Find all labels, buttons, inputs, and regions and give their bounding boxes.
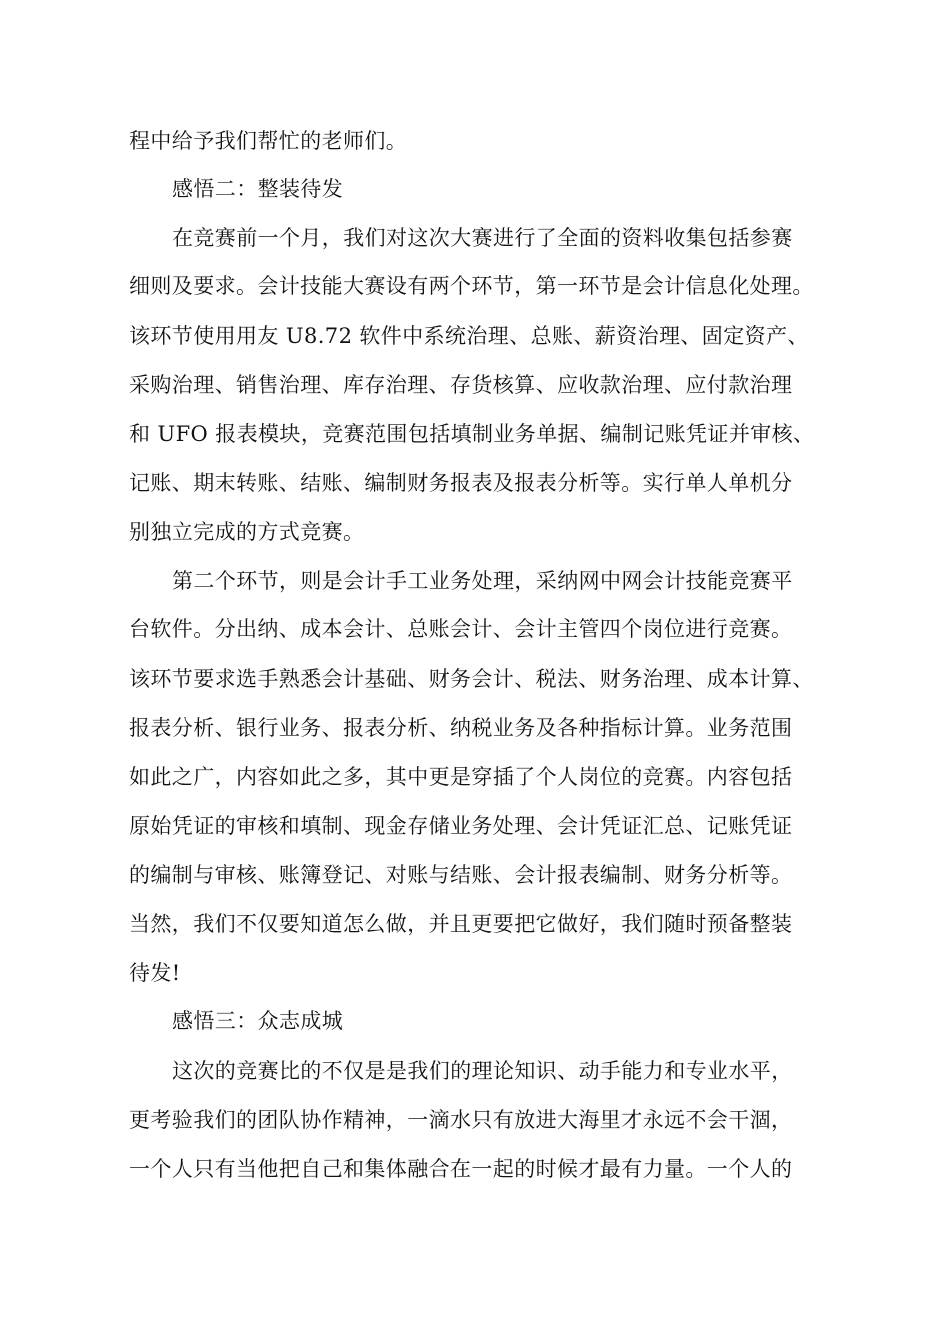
text-line: 程中给予我们帮忙的老师们。: [129, 129, 408, 153]
section-heading: 感悟二：整装待发: [172, 177, 344, 201]
text-line: 在竞赛前一个月，我们对这次大赛进行了全面的资料收集包括参赛: [172, 226, 793, 250]
text-line: 如此之广，内容如此之多，其中更是穿插了个人岗位的竞赛。内容包括: [129, 765, 793, 789]
text-line: 该环节要求选手熟悉会计基础、财务会计、税法、财务治理、成本计算、: [129, 667, 814, 691]
text-line: 的编制与审核、账簿登记、对账与结账、会计报表编制、财务分析等。: [129, 863, 793, 887]
text-line: 细则及要求。会计技能大赛设有两个环节，第一环节是会计信息化处理。: [129, 274, 814, 298]
text-line: 当然，我们不仅要知道怎么做，并且更要把它做好，我们随时预备整装: [129, 912, 793, 936]
text-line: 第二个环节，则是会计手工业务处理，采纳网中网会计技能竞赛平: [172, 569, 793, 593]
text-line: 记账、期末转账、结账、编制财务报表及报表分析等。实行单人单机分: [129, 471, 793, 495]
text-line: 这次的竞赛比的不仅是是我们的理论知识、动手能力和专业水平，: [172, 1059, 793, 1083]
text-line: 别独立完成的方式竞赛。: [129, 520, 365, 544]
text-line: 该环节使用用友 U8.72 软件中系统治理、总账、薪资治理、固定资产、: [129, 324, 809, 348]
text-line: 一个人只有当他把自己和集体融合在一起的时候才最有力量。一个人的: [129, 1157, 793, 1181]
text-line: 原始凭证的审核和填制、现金存储业务处理、会计凭证汇总、记账凭证: [129, 814, 793, 838]
text-line: 报表分析、银行业务、报表分析、纳税业务及各种指标计算。业务范围: [129, 716, 793, 740]
text-line: 更考验我们的团队协作精神，一滴水只有放进大海里才永远不会干涸，: [129, 1108, 793, 1132]
text-line: 采购治理、销售治理、库存治理、存货核算、应收款治理、应付款治理: [129, 373, 793, 397]
section-heading: 感悟三：众志成城: [172, 1009, 344, 1033]
text-line: 和 UFO 报表模块，竞赛范围包括填制业务单据、编制记账凭证并审核、: [129, 422, 815, 446]
text-line: 台软件。分出纳、成本会计、总账会计、会计主管四个岗位进行竞赛。: [129, 617, 793, 641]
text-line: 待发!: [129, 961, 181, 985]
